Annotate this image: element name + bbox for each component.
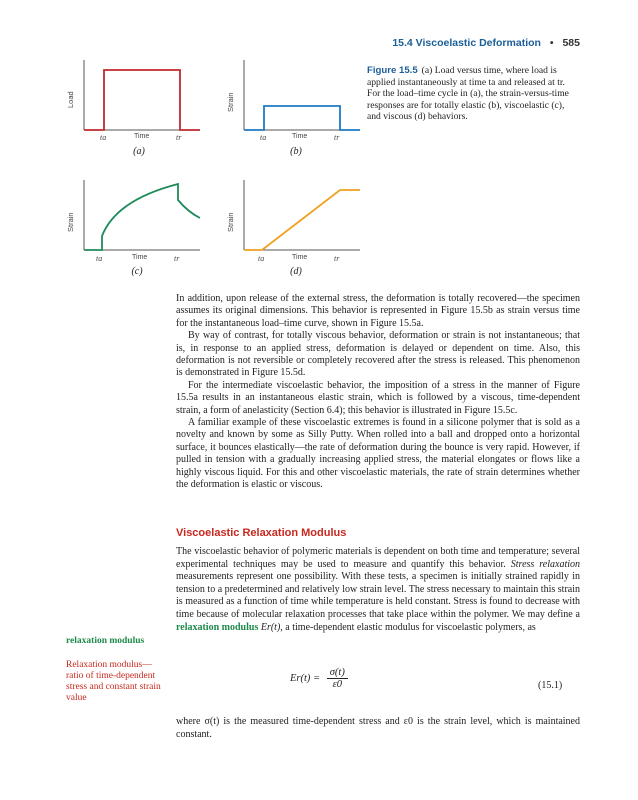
caption-text: (a) Load versus time, where load is applied instantaneously at time ta and released at tr. For the load–time cycle in (a), the strain-versus-time responses are for totally elastic (b), viscoelastic (c), and viscous (d) behaviors. <box>367 65 569 123</box>
panel-d-plot <box>232 178 360 254</box>
viscous-curve <box>244 190 360 250</box>
panel-a-label: (a) <box>133 146 145 157</box>
panel-d <box>232 178 360 254</box>
margin-definition: Relaxation modulus—ratio of time-dependent stress and constant strain value <box>66 660 161 703</box>
panel-c-xlabel: Time <box>132 254 148 261</box>
figure-caption <box>367 65 579 123</box>
panel-d-ylabel: Strain <box>226 212 235 232</box>
panel-c-ylabel: Strain <box>66 212 75 232</box>
panel-a-tr: tr <box>176 133 182 142</box>
panel-b-plot <box>232 58 360 134</box>
panel-d-tr: tr <box>334 254 340 263</box>
panel-d-label: (d) <box>290 266 302 277</box>
relaxation-modulus-term: relaxation modulus <box>176 621 259 633</box>
equation-denominator: ε0 <box>332 679 342 690</box>
paragraph-2: By way of contrast, for totally viscous behavior, deformation or strain is not instantaneous; that is, in response to an applied stress, deformation is delayed or dependent on time. Also, this deformation is not reversible or completely recovered after the stress is released. This phenomenon is demonstrated in Figure 15.5d. <box>176 330 580 379</box>
paragraph-3: For the intermediate viscoelastic behavior, the imposition of a stress in the manner of Figure 15.5a results in an instantaneous elastic strain, which is followed by a viscous, time-dependent strain, a form of anelasticity (Section 6.4); this behavior is illustrated in Figure 15.5c. <box>176 379 580 416</box>
elastic-curve <box>244 106 360 130</box>
panel-a-ylabel: Load <box>66 91 75 108</box>
margin-term: relaxation modulus <box>66 636 145 646</box>
panel-a <box>72 58 200 134</box>
equation-lhs: Er(t) = <box>290 672 321 684</box>
relaxation-modulus-symbol: Er(t) <box>260 621 281 633</box>
section-title: 15.4 Viscoelastic Deformation <box>392 37 541 49</box>
paragraph-1: In addition, upon release of the external stress, the deformation is totally recovered—the specimen assumes its original dimensions. This behavior is represented in Figure 15.5b as strain versus time for the instantaneous load–time curve, shown in Figure 15.5a. <box>176 293 580 329</box>
panel-c-label: (c) <box>131 266 143 277</box>
panel-c-ta: ta <box>96 254 103 263</box>
panel-c <box>72 178 200 254</box>
section-text-before: The viscoelastic behavior of polymeric materials is dependent on both time and temperature; several experimental techniques may be used to measure and quantify this behavior. <box>176 546 580 570</box>
panel-c-tr: tr <box>174 254 180 263</box>
body-text <box>176 293 580 492</box>
panel-b-ylabel: Strain <box>226 92 235 112</box>
viscoelastic-curve <box>84 184 200 250</box>
paragraph-4: A familiar example of these viscoelastic extremes is found in a silicone polymer that is sold as a novelty and known by some as Silly Putty. When rolled into a ball and dropped onto a horizontal surface, it bounces elastically—the rate of deformation during the bounce is very rapid. However, if pulled in tension with a gradually increasing applied stress, the material elongates or flows like a highly viscous liquid. For this and other viscoelastic materials, the rate of strain determines whether the deformation is elastic or viscous. <box>176 417 580 491</box>
section-heading: Viscoelastic Relaxation Modulus <box>176 527 347 539</box>
section-text-mid: measurements represent one possibility. With these tests, a specimen is initially strained rapidly in tension to a predetermined and relatively low strain level. The stress necessary to maintain this strain is measured as a function of time while temperature is held constant. Stress is found to decrease with time because of molecular relaxation processes that take place within the polymer. We may define a <box>176 571 580 620</box>
equation-fraction <box>327 667 348 690</box>
panel-a-ta: ta <box>100 133 107 142</box>
panel-c-plot <box>72 178 200 254</box>
section-text <box>176 546 580 634</box>
page-number: 585 <box>562 37 580 49</box>
running-header <box>380 37 580 49</box>
figure-label: Figure 15.5 <box>367 65 418 76</box>
load-curve <box>84 70 200 130</box>
panel-b-tr: tr <box>334 133 340 142</box>
equation-numerator: σ(t) <box>327 667 348 679</box>
panel-b <box>232 58 360 134</box>
panel-b-ta: ta <box>260 133 267 142</box>
panel-a-plot <box>72 58 200 134</box>
panel-d-ta: ta <box>258 254 265 263</box>
panel-a-xlabel: Time <box>134 133 150 140</box>
panel-d-xlabel: Time <box>292 254 308 261</box>
equation-number: (15.1) <box>538 680 563 691</box>
after-equation-text: where σ(t) is the measured time-dependent stress and ε0 is the strain level, which is maintained constant. <box>176 716 580 740</box>
section-text-end: , a time-dependent elastic modulus for viscoelastic polymers, as <box>280 621 536 633</box>
equation <box>290 667 348 690</box>
panel-b-label: (b) <box>290 146 302 157</box>
panel-b-xlabel: Time <box>292 133 308 140</box>
header-separator: • <box>549 37 554 49</box>
stress-relaxation-term: Stress relaxation <box>510 558 580 570</box>
